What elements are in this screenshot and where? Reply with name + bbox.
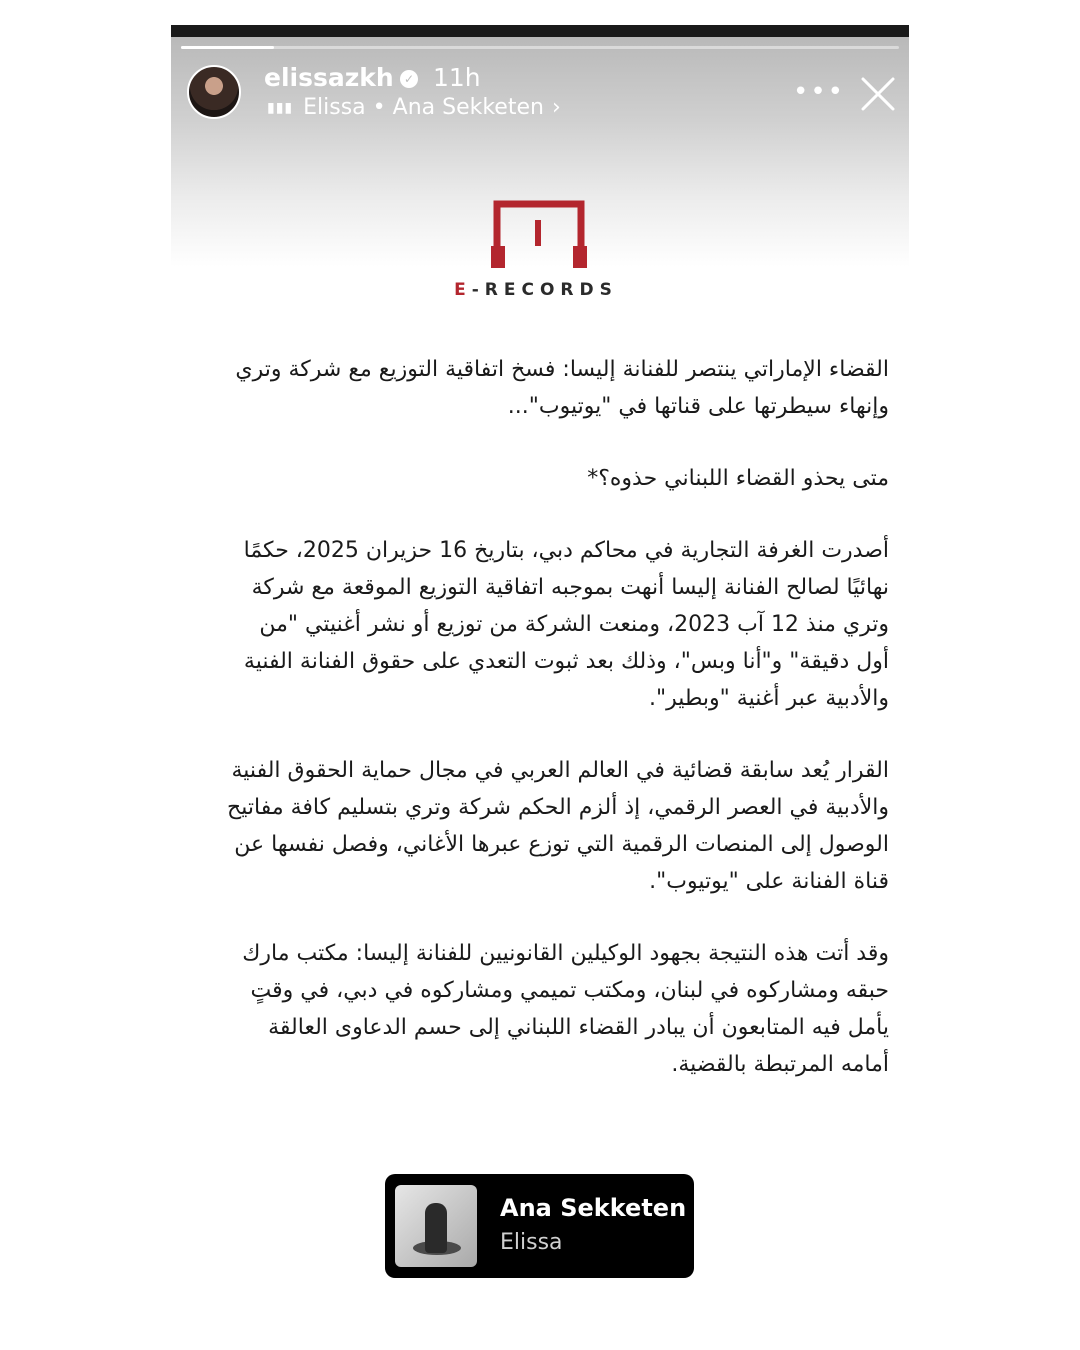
sticker-song-title: Ana Sekketen — [500, 1194, 687, 1222]
brand-rest: -RECORDS — [471, 280, 618, 300]
music-artist: Elissa — [303, 95, 366, 120]
music-separator: • — [372, 95, 386, 120]
paragraph-question: متى يحذو القضاء اللبناني حذوه؟* — [587, 466, 889, 491]
verified-badge-icon: ✓ — [400, 70, 418, 88]
paragraph-lawyers: وقد أتت هذه النتيجة بجهود الوكيلين القانونيين للفنانة إليسا: مكتب مارك حبقه ومشاركوه في لبنان، ومكتب تميمي ومشاركوه في دبي، في وقتٍ يأمل فيه المتابعون أن يبادر القضاء اللبناني إلى حسم الدعاوى العالقة أمامه المرتبطة بالقضية. — [242, 941, 889, 1077]
avatar[interactable] — [187, 65, 241, 119]
article-text — [221, 351, 889, 1118]
album-art — [395, 1185, 477, 1267]
music-attribution[interactable] — [267, 95, 561, 120]
audio-bars-icon: ▮▮▮ — [267, 100, 294, 116]
username[interactable]: elissazkh — [264, 63, 394, 92]
story-progress-fill — [181, 46, 274, 49]
e-records-logo-icon — [491, 200, 587, 270]
story-viewer[interactable] — [171, 25, 909, 1335]
sticker-artist: Elissa — [500, 1230, 563, 1255]
music-song: Ana Sekketen — [392, 95, 544, 120]
paragraph-headline: القضاء الإماراتي ينتصر للفنانة إليسا: فسخ اتفاقية التوزيع مع شركة وتري وإنهاء سيطرتها على قناتها في "يوتيوب"... — [235, 357, 889, 419]
music-sticker[interactable] — [385, 1174, 694, 1278]
story-progress-bar — [181, 46, 899, 49]
paragraph-precedent: القرار يُعد سابقة قضائية في العالم العربي في مجال حماية الحقوق الفنية والأدبية في العصر الرقمي، إذ ألزم الحكم شركة وتري بتسليم كافة مفاتيح الوصول إلى المنصات الرقمية التي توزع عبرها الأغاني، وفصل نفسها عن قناة الفنانة على "يوتيوب". — [227, 758, 889, 894]
top-bar — [171, 25, 909, 37]
more-options-icon[interactable]: ••• — [793, 77, 846, 107]
album-figure — [425, 1203, 447, 1253]
chevron-right-icon: › — [551, 95, 561, 120]
post-time: 11h — [433, 63, 481, 92]
paragraph-ruling: أصدرت الغرفة التجارية في محاكم دبي، بتاريخ 16 حزيران 2025، حكمًا نهائيًا لصالح الفنانة إليسا أنهت بموجبه اتفاقية التوزيع الموقعة مع شركة وتري منذ 12 آب 2023، ومنعت الشركة من توزيع أو نشر أغنيتي "من أول دقيقة" و"أنا وبس"، وذلك بعد ثبوت التعدي على حقوق الفنانة الفنية والأدبية عبر أغنية "وبطير". — [243, 538, 889, 711]
brand-name — [426, 280, 646, 300]
close-icon[interactable] — [859, 75, 897, 113]
brand-prefix: E — [454, 280, 472, 300]
